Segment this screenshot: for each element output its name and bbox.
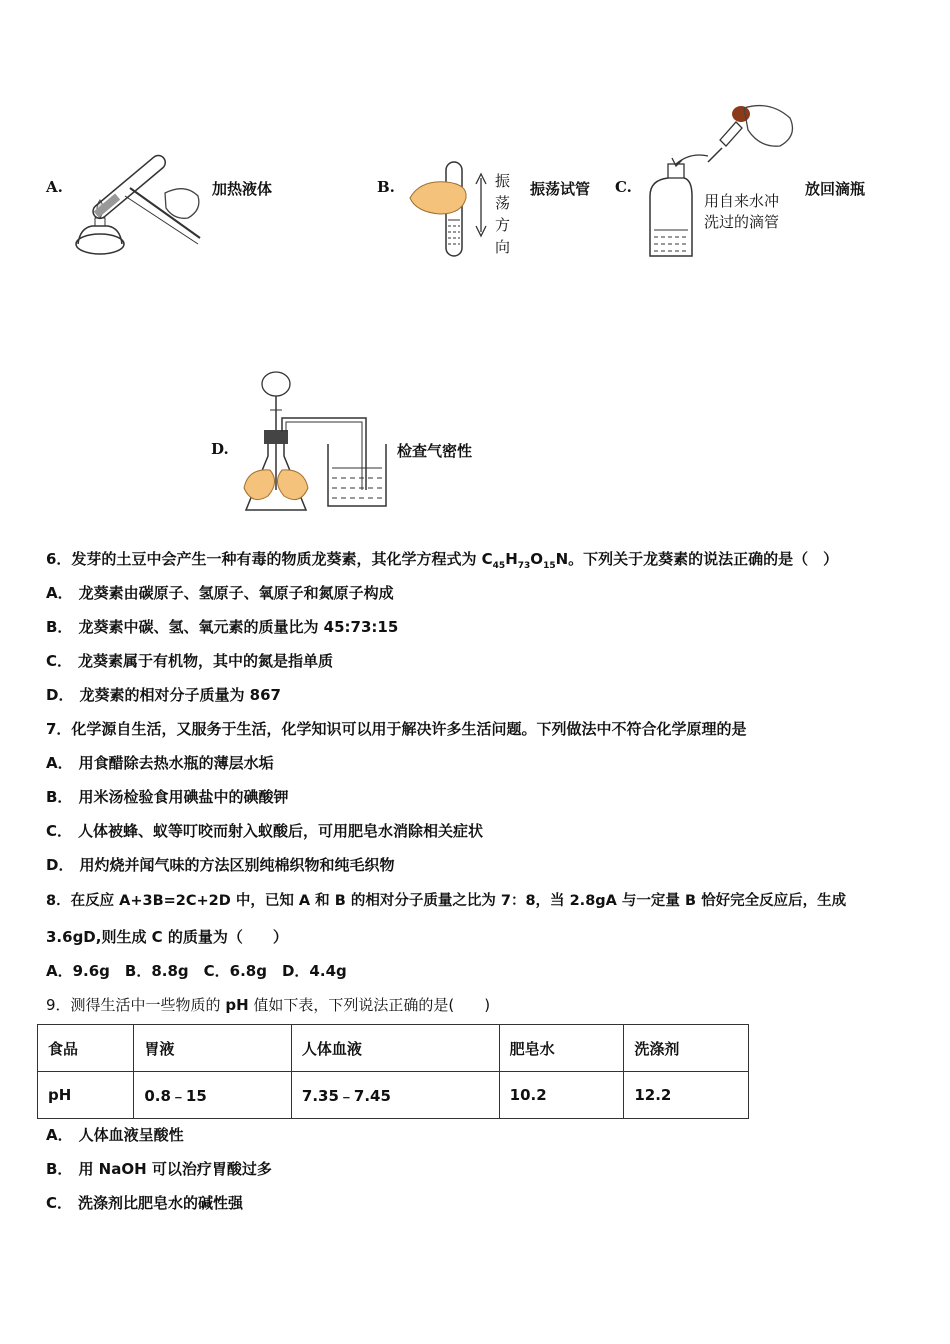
q7-option-b[interactable]: B． 用米汤检验食用碘盐中的碘酸钾 [46, 788, 289, 806]
q6-option-b[interactable]: B． 龙葵素中碳、氢、氧元素的质量比为 45:73:15 [46, 618, 399, 636]
q7-option-a[interactable]: A． 用食醋除去热水瓶的薄层水垢 [46, 754, 274, 772]
figure-c-dropper-bottle [640, 100, 800, 262]
q7-stem: 7．化学源自生活，又服务于生活，化学知识可以用于解决许多生活问题。下列做法中不符合化学原理的是 [46, 720, 747, 738]
q8-stem-line2: 3.6gD,则生成 C 的质量为（ ） [46, 928, 288, 946]
table-row [38, 1072, 749, 1119]
table-cell: 人体血液 [291, 1025, 499, 1072]
table-cell: 7.35﹣7.45 [291, 1072, 499, 1119]
figure-b-letter: B. [377, 178, 395, 196]
figure-c-letter: C. [615, 178, 632, 196]
figure-a-heating-liquid [70, 148, 210, 260]
figure-a-caption: 加热液体 [212, 180, 273, 198]
q6-stem: 6．发芽的土豆中会产生一种有毒的物质龙葵素，其化学方程式为 $C_{45}H_{73}O_{15}N$。下列关于龙葵素的说法正确的是（ ） [46, 550, 839, 571]
figure-b-caption: 振荡试管 [530, 180, 591, 198]
q8-options[interactable]: A．9.6g B．8.8g C．6.8g D．4.4g [46, 962, 347, 980]
figure-a-letter: A. [46, 178, 63, 196]
q6-option-d[interactable]: D． 龙葵素的相对分子质量为 867 [46, 686, 281, 704]
q9-option-c[interactable]: C． 洗涤剂比肥皂水的碱性强 [46, 1194, 244, 1212]
q9-stem: 9．测得生活中一些物质的 pH 值如下表，下列说法正确的是( ) [46, 996, 491, 1014]
table-cell: 0.8﹣15 [134, 1072, 292, 1119]
table-cell: 胃液 [134, 1025, 292, 1072]
ph-table [37, 1024, 749, 1119]
q9-option-b[interactable]: B． 用 NaOH 可以治疗胃酸过多 [46, 1160, 272, 1178]
figure-d-caption: 检查气密性 [397, 442, 473, 460]
figure-d-airtight-check [236, 370, 391, 518]
q7-option-c[interactable]: C． 人体被蜂、蚁等叮咬而射入蚁酸后，可用肥皂水消除相关症状 [46, 822, 484, 840]
table-cell: 食品 [38, 1025, 134, 1072]
table-cell: 洗涤剂 [624, 1025, 749, 1072]
table-cell: 12.2 [624, 1072, 749, 1119]
table-cell: pH [38, 1072, 134, 1119]
table-cell: 10.2 [499, 1072, 624, 1119]
q9-option-a[interactable]: A． 人体血液呈酸性 [46, 1126, 184, 1144]
figure-b-direction-label: 振 荡 方 向 [495, 172, 511, 256]
figure-b-shaking-tube [406, 158, 496, 262]
figure-c-caption: 放回滴瓶 [805, 180, 866, 198]
q8-stem-line1: 8．在反应 A+3B=2C+2D 中，已知 A 和 B 的相对分子质量之比为 7：8，当 2.8gA 与一定量 B 恰好完全反应后，生成 [46, 893, 847, 909]
table-cell: 肥皂水 [499, 1025, 624, 1072]
figure-c-note: 用自来水冲 洗过的滴管 [704, 192, 780, 231]
q6-option-a[interactable]: A． 龙葵素由碳原子、氢原子、氧原子和氮原子构成 [46, 584, 394, 602]
q7-option-d[interactable]: D． 用灼烧并闻气味的方法区别纯棉织物和纯毛织物 [46, 856, 395, 874]
table-row [38, 1025, 749, 1072]
q6-option-c[interactable]: C． 龙葵素属于有机物，其中的氮是指单质 [46, 652, 334, 670]
figure-d-letter: D. [211, 440, 229, 458]
